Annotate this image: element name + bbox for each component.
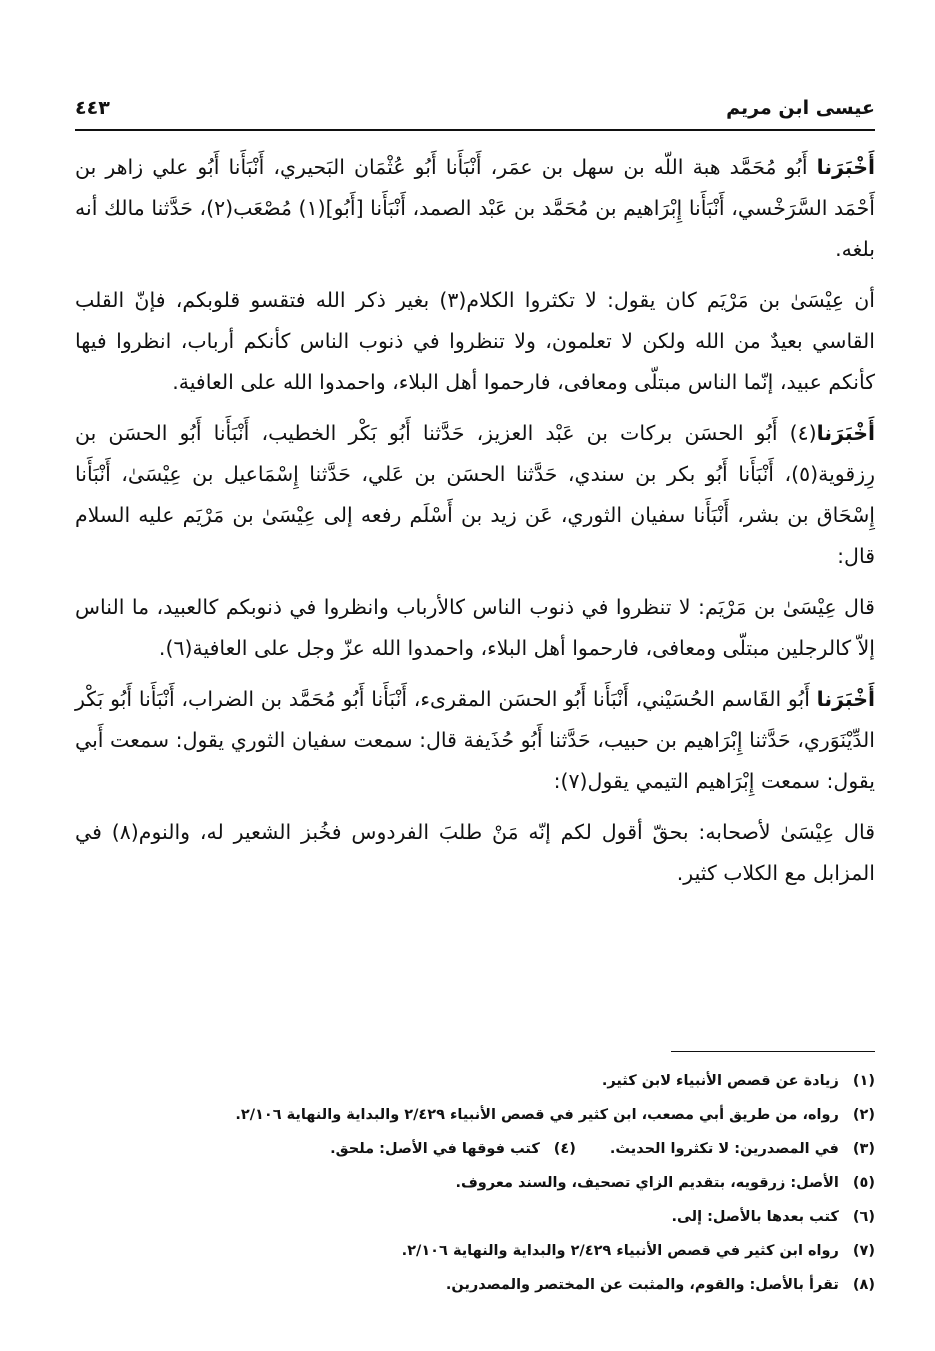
footnotes bbox=[75, 1064, 875, 1302]
footnote-number: (٤) bbox=[553, 1141, 576, 1157]
footnote bbox=[75, 1166, 875, 1200]
page-header bbox=[75, 96, 875, 120]
footnote-text: كتب فوقها في الأصل: ملحق. bbox=[330, 1141, 540, 1157]
footnote-text: رواه، من طريق أبي مصعب، ابن كثير في قصص الأنبياء ٢/٤٢٩ والبداية والنهاية ٢/١٠٦. bbox=[235, 1107, 839, 1123]
footnote-number: (٥) bbox=[852, 1175, 875, 1191]
footnote-text: في المصدرين: لا تكثروا الحديث. bbox=[609, 1141, 839, 1157]
paragraph-text: (٤) أَبُو الحسَن بركات بن عَبْد العزيز، حَدَّثنا أَبُو بَكْر الخطيب، أَنْبَأَنا أَبُو الحسَن بن رِزقوية(٥)، أَنْبَأَنا أَبُو بكر بن سندي، حَدَّثنا الحسَن بن عَلي، حَدَّثنا إِسْمَاعيل بن عِيْسَىٰ، أَنْبَأَنا إِسْحَاق بن بشر، أَنْبَأَنا سفيان الثوري، عَن زيد بن أَسْلَم رفعه إلى عِيْسَىٰ بن مَرْيَم عليه السلام قال: bbox=[75, 421, 875, 568]
footnote bbox=[75, 1064, 875, 1098]
header-rule bbox=[75, 129, 875, 131]
footnote bbox=[75, 1200, 875, 1234]
paragraph-text: قال عِيْسَىٰ لأصحابه: بحقّ أقول لكم إنّه مَنْ طلبَ الفردوس فخُبز الشعير له، والنوم(٨) في المزابل مع الكلاب كثير. bbox=[75, 820, 876, 885]
page-number: ٤٤٣ bbox=[75, 97, 110, 119]
main-text bbox=[75, 147, 875, 904]
footnote-number: (٦) bbox=[852, 1209, 875, 1225]
running-title: عيسى ابن مريم bbox=[726, 97, 875, 119]
footnote bbox=[75, 1268, 875, 1302]
paragraph-text: أَبُو مُحَمَّد هبة اللّه بن سهل بن عمَر، أَنْبَأَنا أَبُو عُثْمَان البَحيري، أَنْبَأَنا أَبُو علي زاهر بن أَحْمَد السَّرَخْسي، أَنْبَأَنا إِبْرَاهيم بن مُحَمَّد بن عَبْد الصمد، أَنْبَأَنا [أَبُو](١) مُصْعَب(٢)، حَدَّثنا مالك أنه بلغه. bbox=[75, 155, 875, 261]
footnote bbox=[75, 1132, 875, 1166]
paragraph-text: أن عِيْسَىٰ بن مَرْيَم كان يقول: لا تكثروا الكلام(٣) بغير ذكر الله فتقسو قلوبكم، فإنّ القلب القاسي بعيدٌ من الله ولكن لا تعلمون، ولا تنظروا في ذنوب الناس كأنكم أرباب، انظروا فيها كأنكم عبيد، إنّما الناس مبتلّى ومعافى، فارحموا أهل البلاء، واحمدوا الله على العافية. bbox=[75, 288, 875, 394]
lead-word: أَخْبَرَنا bbox=[816, 687, 875, 711]
paragraph bbox=[75, 679, 875, 802]
footnote-number: (١) bbox=[852, 1073, 875, 1089]
paragraph bbox=[75, 147, 875, 270]
paragraph bbox=[75, 280, 875, 403]
footnote-text: تقرأ بالأصل: والقوم، والمثبت عن المختصر والمصدرين. bbox=[445, 1277, 839, 1293]
footnote-number: (٣) bbox=[852, 1141, 875, 1157]
paragraph bbox=[75, 587, 875, 669]
footnote-number: (٨) bbox=[852, 1277, 875, 1293]
footnote-text: رواه ابن كثير في قصص الأنبياء ٢/٤٢٩ والبداية والنهاية ٢/١٠٦. bbox=[401, 1243, 839, 1259]
footnote bbox=[75, 1098, 875, 1132]
footnote-text: كتب بعدها بالأصل: إلى. bbox=[671, 1209, 839, 1225]
paragraph-text: أَبُو القَاسم الحُسَيْني، أَنْبَأَنا أَبُو الحسَن المقرىء، أَنْبَأَنا أَبُو مُحَمَّد بن الضراب، أَنْبَأَنا أَبُو بَكْر الدِّيْنَوَري، حَدَّثنا إِبْرَاهيم بن حبيب، حَدَّثنا أَبُو حُذَيفة قال: سمعت سفيان الثوري يقول: سمعت أَبي يقول: سمعت إِبْرَاهيم التيمي يقول(٧): bbox=[75, 687, 875, 793]
footnote bbox=[75, 1234, 875, 1268]
paragraph-text: قال عِيْسَىٰ بن مَرْيَم: لا تنظروا في ذنوب الناس كالأرباب وانظروا في ذنوبكم كالعبيد، ما الناس إلاّ كالرجلين مبتلّى ومعافى، فارحموا أهل البلاء، واحمدوا الله عزّ وجل على العافية(٦). bbox=[75, 595, 875, 660]
paragraph bbox=[75, 413, 875, 577]
footnote-text: الأصل: زرقويه، بتقديم الزاي تصحيف، والسند معروف. bbox=[455, 1175, 839, 1191]
footnote-number: (٢) bbox=[852, 1107, 875, 1123]
footnote-text: زيادة عن قصص الأنبياء لابن كثير. bbox=[601, 1073, 839, 1089]
paragraph bbox=[75, 812, 875, 894]
lead-word: أَخْبَرَنا bbox=[816, 155, 875, 179]
footnote-number: (٧) bbox=[852, 1243, 875, 1259]
lead-word: أَخْبَرَنا bbox=[816, 421, 875, 445]
footnote-rule bbox=[671, 1051, 875, 1052]
